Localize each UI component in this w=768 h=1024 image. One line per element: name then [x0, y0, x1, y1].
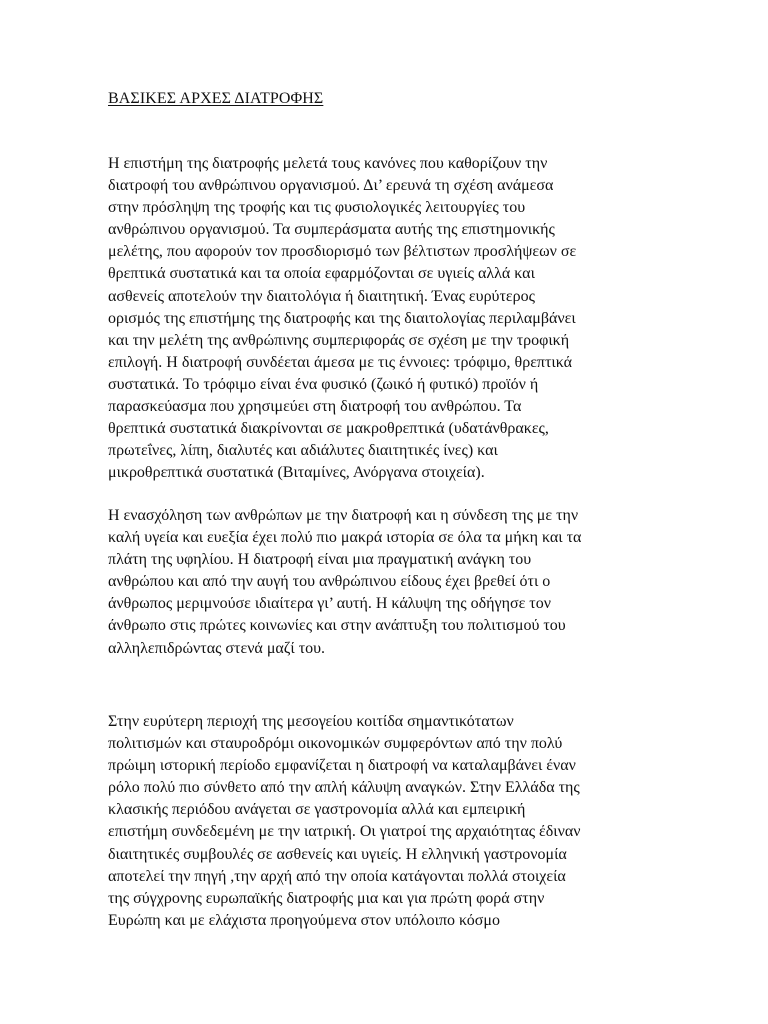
text-line: μελέτης, που αφορούν τον προσδιορισμό των βέλτιστων προσλήψεων σε: [108, 243, 577, 261]
text-line: ανθρώπινου οργανισμού. Τα συμπεράσματα αυτής της επιστημονικής: [108, 221, 555, 239]
text-line: ρόλο πολύ πιο σύνθετο από την απλή κάλυψη αναγκών. Στην Ελλάδα της: [108, 779, 580, 797]
text-line: ανθρώπου και από την αυγή του ανθρώπινου είδους έχει βρεθεί ότι ο: [108, 573, 551, 591]
paragraph-mediterranean-diet: [108, 711, 580, 932]
text-line: της σύγχρονης ευρωπαϊκής διατροφής μια και για πρώτη φορά στην: [108, 889, 545, 907]
text-line: Η ενασχόληση των ανθρώπων με την διατροφή και η σύνδεση της με την: [108, 507, 579, 524]
text-line: επιστήμη συνδεδεμένη με την ιατρική. Οι γιατροί της αρχαιότητας έδιναν: [108, 823, 581, 841]
text-line: μικροθρεπτικά συστατικά (Βιταμίνες, Ανόργανα στοιχεία).: [108, 464, 485, 482]
text-line: επιλογή. Η διατροφή συνδέεται άμεσα με τις έννοιες: τρόφιμο, θρεπτικά: [108, 353, 573, 371]
text-line: θρεπτικά συστατικά και τα οποία εφαρμόζονται σε υγιείς αλλά και: [108, 265, 535, 283]
text-line: θρεπτικά συστατικά διακρίνονται σε μακροθρεπτικά (υδατάνθρακες,: [108, 420, 549, 438]
document-title: ΒΑΣΙΚΕΣ ΑΡΧΕΣ ΔΙΑΤΡΟΦΗΣ: [108, 90, 324, 107]
text-line: πλάτη της υφηλίου. Η διατροφή είναι μια πραγματική ανάγκη του: [108, 551, 532, 569]
text-line: παρασκεύασμα που χρησιμεύει στη διατροφή του ανθρώπου. Τα: [108, 398, 522, 416]
text-line: διαιτητικές συμβουλές σε ασθενείς και υγιείς. Η ελληνική γαστρονομία: [108, 845, 567, 863]
text-line: πολιτισμών και σταυροδρόμι οικονομικών συμφερόντων από την πολύ: [108, 735, 563, 753]
text-line: και την μελέτη της ανθρώπινης συμπεριφοράς σε σχέση με την τροφική: [108, 331, 570, 349]
text-line: Στην ευρύτερη περιοχή της μεσογείου κοιτίδα σημαντικότατων: [108, 713, 514, 730]
paragraph-nutrition-science: [108, 153, 576, 484]
text-line: αλληλεπιδρώντας στενά μαζί του.: [108, 639, 326, 657]
text-line: στην πρόσληψη της τροφής και τις φυσιολογικές λειτουργίες του: [108, 199, 526, 217]
text-line: ορισμός της επιστήμης της διατροφής και της διαιτολογίας περιλαμβάνει: [108, 309, 576, 327]
text-line: ασθενείς αποτελούν την διαιτολόγια ή διαιτητική. Ένας ευρύτερος: [108, 287, 535, 305]
text-line: διατροφή του ανθρώπινου οργανισμού. Δι’ ερευνά τη σχέση ανάμεσα: [108, 177, 554, 195]
paragraph-nutrition-history: [108, 505, 581, 660]
text-line: άνθρωπο στις πρώτες κοινωνίες και στην ανάπτυξη του πολιτισμού του: [108, 617, 566, 635]
text-line: Η επιστήμη της διατροφής μελετά τους κανόνες που καθορίζουν την: [108, 155, 548, 172]
text-line: αποτελεί την πηγή ,την αρχή από την οποία κατάγονται πολλά στοιχεία: [108, 867, 566, 885]
text-line: συστατικά. Το τρόφιμο είναι ένα φυσικό (ζωικό ή φυτικό) προϊόν ή: [108, 375, 539, 393]
text-line: κλασικής περιόδου ανάγεται σε γαστρονομία αλλά και εμπειρική: [108, 801, 526, 819]
text-line: πρώιμη ιστορική περίοδο εμφανίζεται η διατροφή να καταλαμβάνει έναν: [108, 757, 576, 775]
text-line: πρωτεΐνες, λίπη, διαλυτές και αδιάλυτες διαιτητικές ίνες) και: [108, 442, 498, 460]
text-line: άνθρωπος μεριμνούσε ιδιαίτερα γι’ αυτή. Η κάλυψη της οδήγησε τον: [108, 595, 551, 613]
text-line: Ευρώπη και με ελάχιστα προηγούμενα στον υπόλοιπο κόσμο: [108, 911, 500, 929]
text-line: καλή υγεία και ευεξία έχει πολύ πιο μακρά ιστορία σε όλα τα μήκη και τα: [108, 529, 582, 547]
